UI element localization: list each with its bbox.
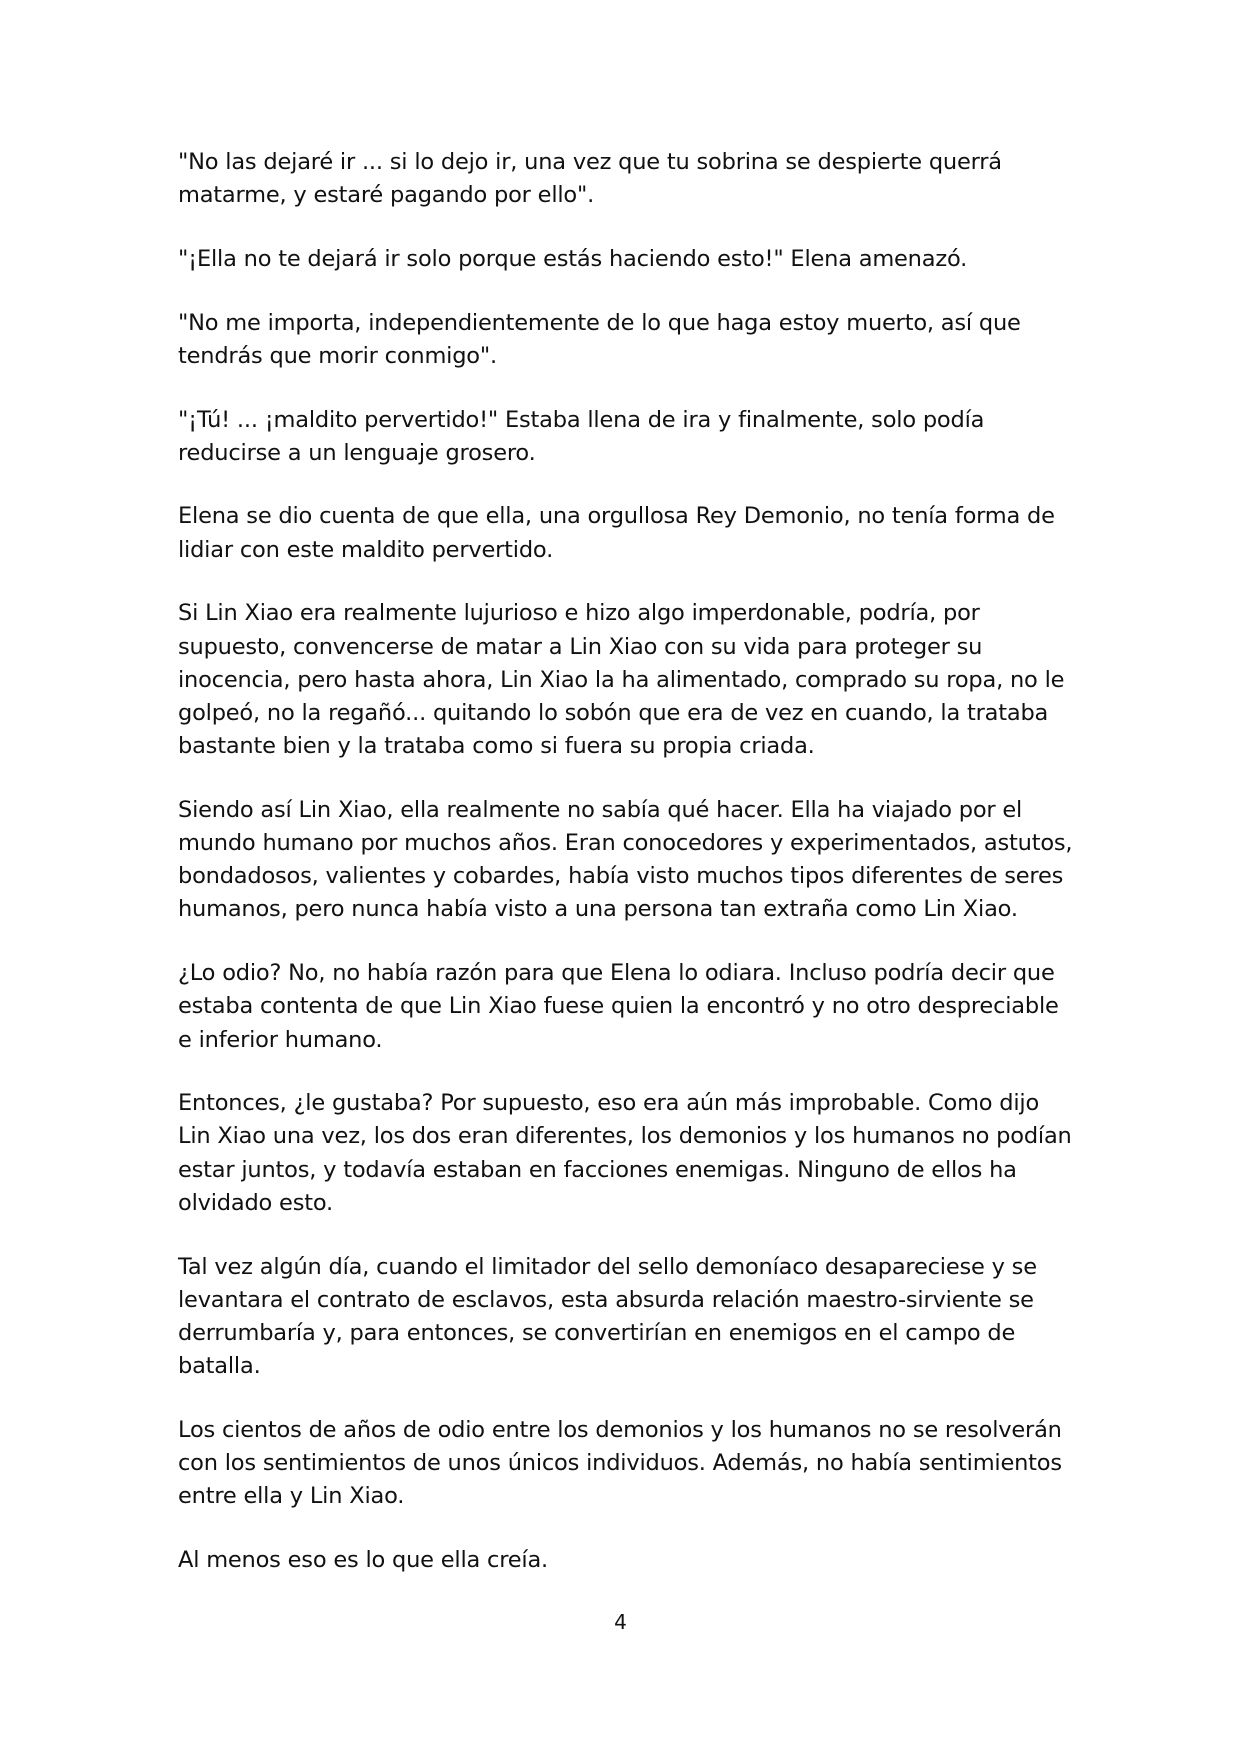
text-line: inocencia, pero hasta ahora, Lin Xiao la ha alimentado, comprado su ropa, no le [178,666,1065,693]
text-line: entre ella y Lin Xiao. [178,1483,405,1510]
text-line: con los sentimientos de unos únicos individuos. Además, no había sentimientos [178,1450,1062,1477]
text-line: Entonces, ¿le gustaba? Por supuesto, eso era aún más improbable. Como dijo [178,1090,1040,1117]
text-line: "No me importa, independientemente de lo que haga estoy muerto, así que [178,309,1021,336]
paragraph [178,1251,1078,1384]
text-line: reducirse a un lenguaje grosero. [178,439,536,466]
text-line: Al menos eso es lo que ella creía. [178,1547,549,1573]
text-line: bastante bien y la trataba como si fuera su propia criada. [178,733,815,760]
text-line: Si Lin Xiao era realmente lujurioso e hizo algo imperdonable, podría, por [178,600,980,627]
paragraph [178,243,1078,276]
text-line: golpeó, no la regañó... quitando lo sobón que era de vez en cuando, la trataba [178,699,1049,726]
paragraph [178,794,1078,927]
text-line: bondadosos, valientes y cobardes, había visto muchos tipos diferentes de seres [178,863,1064,890]
text-line: Tal vez algún día, cuando el limitador del sello demoníaco desapareciese y se [178,1253,1037,1280]
text-line: batalla. [178,1353,261,1380]
text-line: levantara el contrato de esclavos, esta absurda relación maestro-sirviente se [178,1286,1034,1313]
text-line: lidiar con este maldito pervertido. [178,536,554,563]
page-number: 4 [614,1610,627,1634]
text-line: tendrás que morir conmigo". [178,342,497,369]
text-line: supuesto, convencerse de matar a Lin Xiao con su vida para proteger su [178,633,983,660]
paragraph [178,1544,1078,1577]
text-line: Siendo así Lin Xiao, ella realmente no sabía qué hacer. Ella ha viajado por el [178,796,1023,823]
text-line: "No las dejaré ir ... si lo dejo ir, una vez que tu sobrina se despierte querrá [178,149,1002,175]
text-line: e inferior humano. [178,1026,383,1053]
paragraph [178,1087,1078,1220]
text-line: derrumbaría y, para entonces, se convertirían en enemigos en el campo de [178,1319,1016,1346]
text-line: ¿Lo odio? No, no había razón para que Elena lo odiara. Incluso podría decir que [178,960,1055,987]
text-line: humanos, pero nunca había visto a una persona tan extraña como Lin Xiao. [178,896,1018,923]
paragraph [178,307,1078,373]
text-line: estar juntos, y todavía estaban en facciones enemigas. Ninguno de ellos ha [178,1156,1017,1183]
paragraph [178,597,1078,763]
paragraph [178,957,1078,1057]
text-line: Lin Xiao una vez, los dos eran diferentes, los demonios y los humanos no podían [178,1123,1072,1150]
paragraph [178,1414,1078,1514]
text-line: estaba contenta de que Lin Xiao fuese quien la encontró y no otro despreciable [178,993,1059,1020]
text-line: mundo humano por muchos años. Eran conocedores y experimentados, astutos, [178,830,1073,857]
text-line: Los cientos de años de odio entre los demonios y los humanos no se resolverán [178,1416,1062,1443]
paragraph [178,500,1078,566]
text-line: "¡Tú! ... ¡maldito pervertido!" Estaba llena de ira y finalmente, solo podía [178,406,985,433]
text-line: matarme, y estaré pagando por ello". [178,182,595,209]
text-line: olvidado esto. [178,1189,333,1216]
text-line: Elena se dio cuenta de que ella, una orgullosa Rey Demonio, no tenía forma de [178,503,1055,530]
paragraph [178,404,1078,470]
paragraph [178,146,1078,212]
body-text [178,146,1078,1608]
text-line: "¡Ella no te dejará ir solo porque estás haciendo esto!" Elena amenazó. [178,245,968,272]
